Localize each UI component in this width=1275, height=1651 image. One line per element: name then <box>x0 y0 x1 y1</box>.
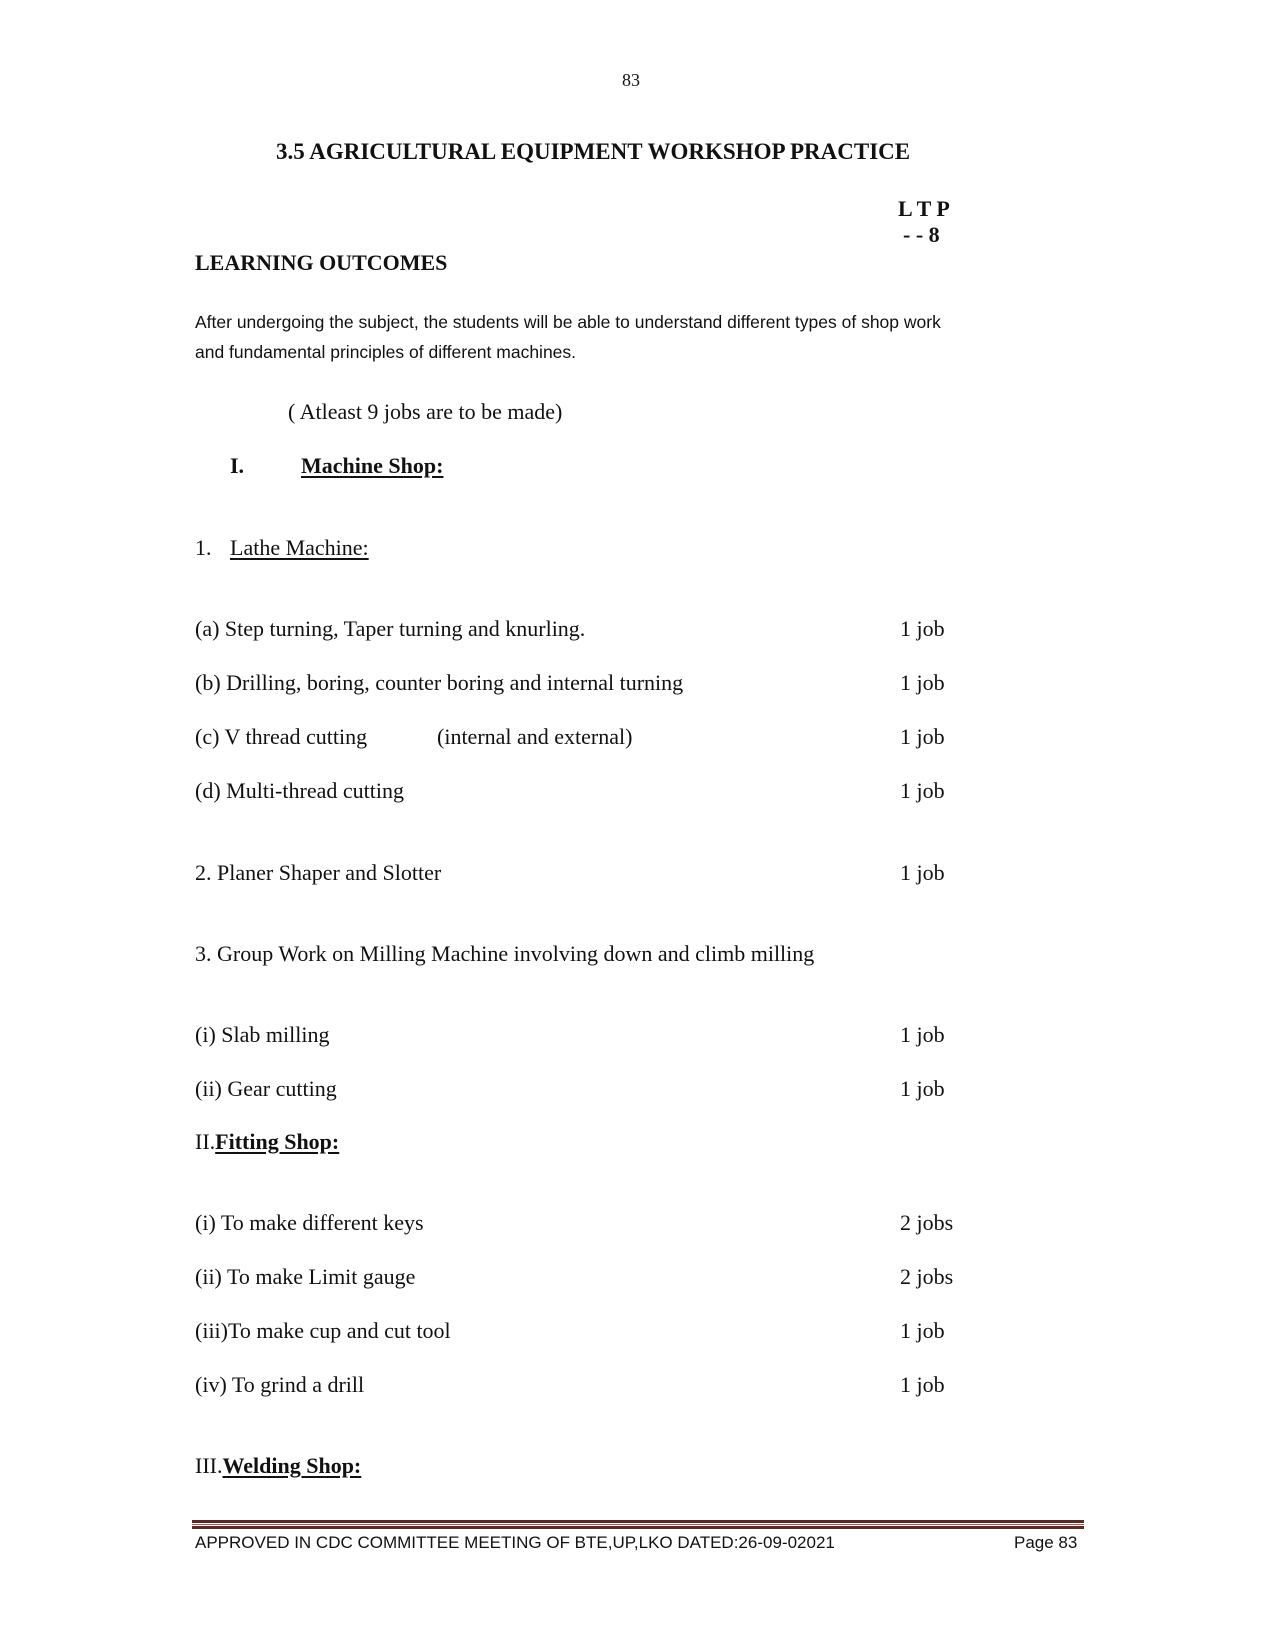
footer-rule-bottom <box>192 1526 1084 1529</box>
lathe-item-b-qty: 1 job <box>900 670 945 695</box>
lathe-item-c: (c) V thread cutting <box>195 724 368 749</box>
ltp-header: L T P <box>898 196 950 221</box>
footer-rule-top <box>192 1520 1084 1523</box>
planer-item: 2. Planer Shaper and Slotter <box>195 860 442 885</box>
footer-page-number: Page 83 <box>1014 1533 1078 1552</box>
fitting-item-grind-drill-qty: 1 job <box>900 1372 945 1397</box>
footer-approval-text: APPROVED IN CDC COMMITTEE MEETING OF BTE,UP,LKO DATED:26-09-02021 <box>195 1533 835 1552</box>
milling-heading: 3. Group Work on Milling Machine involving down and climb milling <box>195 941 815 966</box>
planer-item-qty: 1 job <box>900 860 945 885</box>
fitting-item-limit-gauge-qty: 2 jobs <box>900 1264 954 1289</box>
section-heading-welding-shop: Welding Shop: <box>222 1453 362 1478</box>
milling-item-slab: (i) Slab milling <box>195 1022 330 1047</box>
welding-shop-heading <box>195 1453 361 1479</box>
lathe-item-d-qty: 1 job <box>900 778 945 803</box>
fitting-item-grind-drill: (iv) To grind a drill <box>195 1372 365 1397</box>
ltp-values: - - 8 <box>903 222 940 247</box>
section-heading-machine-shop: Machine Shop: <box>301 453 444 478</box>
section-numeral-fitting-shop: II. <box>195 1129 216 1154</box>
lathe-item-a-qty: 1 job <box>900 616 945 641</box>
fitting-item-cup-cut-tool: (iii)To make cup and cut tool <box>195 1318 451 1343</box>
milling-item-gear-qty: 1 job <box>900 1076 945 1101</box>
subsection-number-lathe: 1. <box>195 535 212 560</box>
outcome-text-line-1: After undergoing the subject, the students will be able to understand different types of shop work <box>195 312 941 332</box>
fitting-item-cup-cut-tool-qty: 1 job <box>900 1318 945 1343</box>
milling-item-slab-qty: 1 job <box>900 1022 945 1047</box>
section-heading-fitting-shop: Fitting Shop: <box>215 1129 340 1154</box>
lathe-item-d: (d) Multi-thread cutting <box>195 778 404 803</box>
section-numeral-welding-shop: III. <box>195 1453 223 1478</box>
footer-rule-middle <box>192 1524 1084 1525</box>
lathe-item-b: (b) Drilling, boring, counter boring and internal turning <box>195 670 684 695</box>
jobs-note: ( Atleast 9 jobs are to be made) <box>288 399 563 424</box>
lathe-item-a: (a) Step turning, Taper turning and knurling. <box>195 616 586 641</box>
fitting-shop-heading <box>195 1129 339 1155</box>
fitting-item-keys-qty: 2 jobs <box>900 1210 954 1235</box>
lathe-item-c-qty: 1 job <box>900 724 945 749</box>
subsection-heading-lathe: Lathe Machine: <box>230 535 369 560</box>
outcome-text-line-2: and fundamental principles of different machines. <box>195 342 577 362</box>
page-number-top: 83 <box>622 70 640 90</box>
lathe-item-c-detail: (internal and external) <box>437 724 633 749</box>
learning-outcomes-heading: LEARNING OUTCOMES <box>195 250 448 275</box>
document-title: 3.5 AGRICULTURAL EQUIPMENT WORKSHOP PRACTICE <box>276 139 911 164</box>
section-numeral-machine-shop: I. <box>230 453 245 478</box>
fitting-item-limit-gauge: (ii) To make Limit gauge <box>195 1264 416 1289</box>
fitting-item-keys: (i) To make different keys <box>195 1210 424 1235</box>
milling-item-gear: (ii) Gear cutting <box>195 1076 337 1101</box>
